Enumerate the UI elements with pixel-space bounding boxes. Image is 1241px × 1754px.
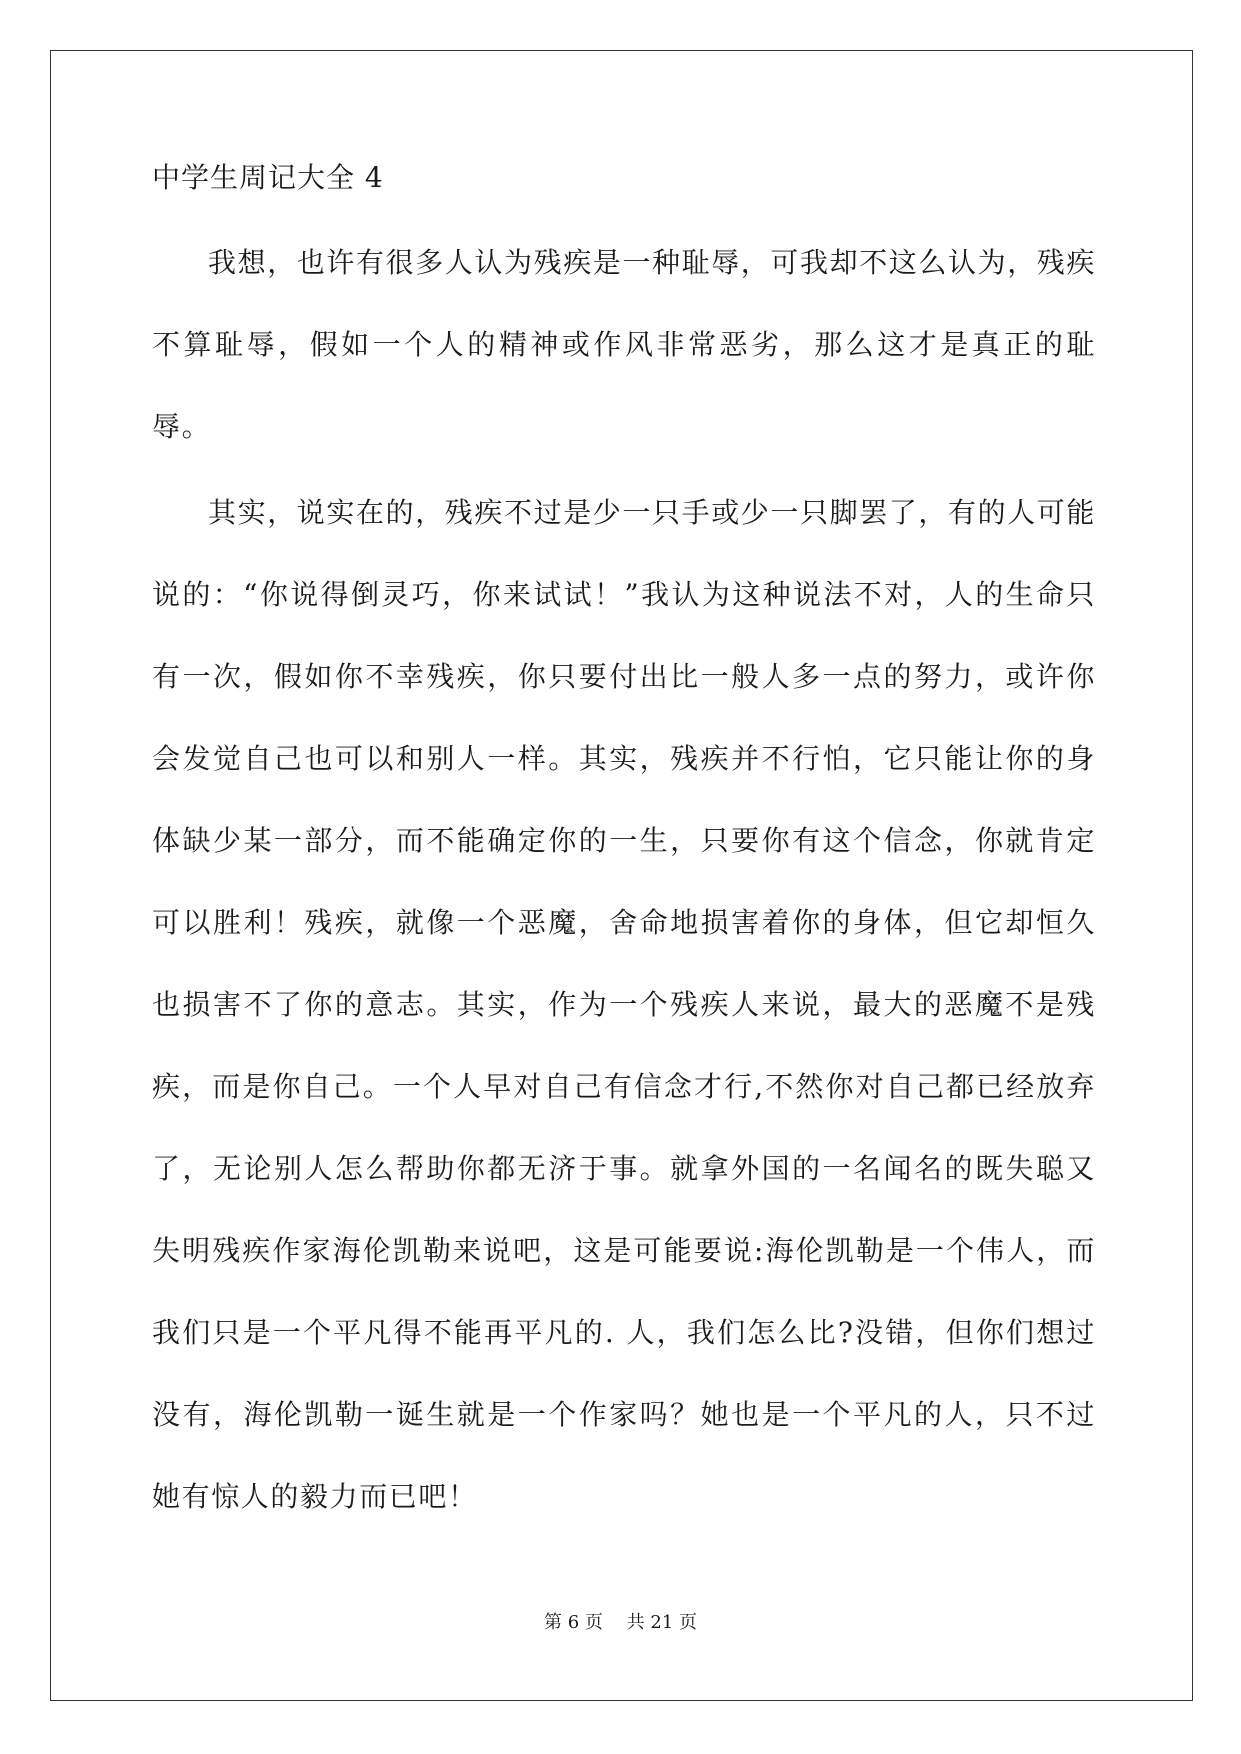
document-body (152, 160, 1096, 1538)
page-number: 第 6 页 (544, 1612, 603, 1633)
document-title: 中学生周记大全 4 (152, 161, 384, 194)
page-total: 共 21 页 (626, 1612, 697, 1633)
page-footer (0, 1611, 1241, 1635)
paragraph: 其实，说实在的，残疾不过是少一只手或少一只脚罢了，有的人可能说的：“你说得倒灵巧，你来试试！”我认为这种说法不对，人的生命只有一次，假如你不幸残疾，你只要付出比一般人多一点的努力，或许你会发觉自己也可以和别人一样。其实，残疾并不行怕，它只能让你的身体缺少某一部分，而不能确定你的一生，只要你有这个信念，你就肯定可以胜利！残疾，就像一个恶魔，舍命地损害着你的身体，但它却恒久也损害不了你的意志。其实，作为一个残疾人来说，最大的恶魔不是残疾，而是你自己。一个人早对自己有信念才行,不然你对自己都已经放弃了，无论别人怎么帮助你都无济于事。就拿外国的一名闻名的既失聪又失明残疾作家海伦凯勒来说吧，这是可能要说:海伦凯勒是一个伟人，而我们只是一个平凡得不能再平凡的. 人，我们怎么比?没错，但你们想过没有，海伦凯勒一诞生就是一个作家吗？她也是一个平凡的人，只不过她有惊人的毅力而已吧！ (152, 496, 1097, 1513)
paragraph: 我想，也许有很多人认为残疾是一种耻辱，可我却不这么认为，残疾不算耻辱，假如一个人的精神或作风非常恶劣，那么这才是真正的耻辱。 (152, 246, 1097, 443)
